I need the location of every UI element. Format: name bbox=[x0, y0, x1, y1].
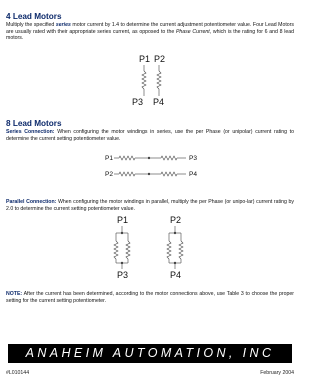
footer-date: February 2004 bbox=[260, 370, 294, 376]
four-lead-diagram bbox=[142, 65, 161, 96]
heading-8-lead-motors: 8 Lead Motors bbox=[6, 119, 62, 128]
series-coil-2a bbox=[119, 172, 135, 176]
series-label-p2: P2 bbox=[105, 171, 114, 178]
parallel-label-p3: P3 bbox=[117, 270, 129, 280]
parallel-label-p1: P1 bbox=[117, 215, 129, 225]
parallel-coil-b1 bbox=[167, 241, 171, 259]
heading-4-lead-motors: 4 Lead Motors bbox=[6, 12, 62, 21]
series-label-p4: P4 bbox=[189, 171, 198, 178]
text-run: Multiply the specified bbox=[6, 22, 56, 28]
parallel-label-p4: P4 bbox=[170, 270, 182, 280]
emphasis-series: series bbox=[55, 22, 71, 28]
emphasis-phase-current: Phase Current bbox=[175, 28, 210, 35]
series-diagram bbox=[114, 156, 186, 176]
parallel-coil-b2 bbox=[179, 241, 183, 259]
four-lead-coil-1 bbox=[142, 71, 146, 89]
text-run: motor current by 1.4 to determine the current adjustment potentiometer value. Four Lead Motors are usually rated with their appropriate series current, as opposed to the bbox=[6, 22, 295, 35]
four-lead-coil-2 bbox=[157, 71, 161, 89]
company-banner: ANAHEIM AUTOMATION, INC bbox=[8, 344, 292, 363]
parallel-coil-a2 bbox=[126, 241, 130, 259]
text-run: , which is the rating for 6 and 8 lead motors. bbox=[6, 28, 295, 42]
series-coil-1a bbox=[119, 156, 135, 160]
parallel-label-p2: P2 bbox=[170, 215, 182, 225]
label-p2: P2 bbox=[154, 54, 166, 64]
label-p1: P1 bbox=[139, 54, 151, 64]
label-p4: P4 bbox=[153, 97, 165, 107]
series-label-p1: P1 bbox=[105, 155, 114, 162]
footer-document-number: #L010144 bbox=[6, 370, 30, 376]
text-run: When configuring the motor windings in parallel, multiply the per Phase (or unipo-lar) current rating by 2.0 to determine the current setting potentiometer value. bbox=[6, 199, 294, 212]
series-label-p3: P3 bbox=[189, 155, 198, 162]
parallel-diagram bbox=[114, 226, 183, 269]
series-coil-1b bbox=[161, 156, 177, 160]
series-coil-2b bbox=[161, 172, 177, 176]
note-label: NOTE: bbox=[6, 291, 23, 297]
text-run: After the current has been determined, according to the motor connections above, use Table 3 to choose the proper setting for the current setting potentiometer. bbox=[6, 291, 294, 304]
parallel-coil-a1 bbox=[114, 241, 118, 259]
parallel-connection-label: Parallel Connection: bbox=[6, 199, 57, 205]
label-p3: P3 bbox=[132, 97, 144, 107]
text-run: When configuring the motor windings in series, use the per Phase (or unipolar) current rating to determine the current setting potentiometer value. bbox=[6, 129, 294, 142]
series-connection-label: Series Connection: bbox=[6, 129, 55, 135]
